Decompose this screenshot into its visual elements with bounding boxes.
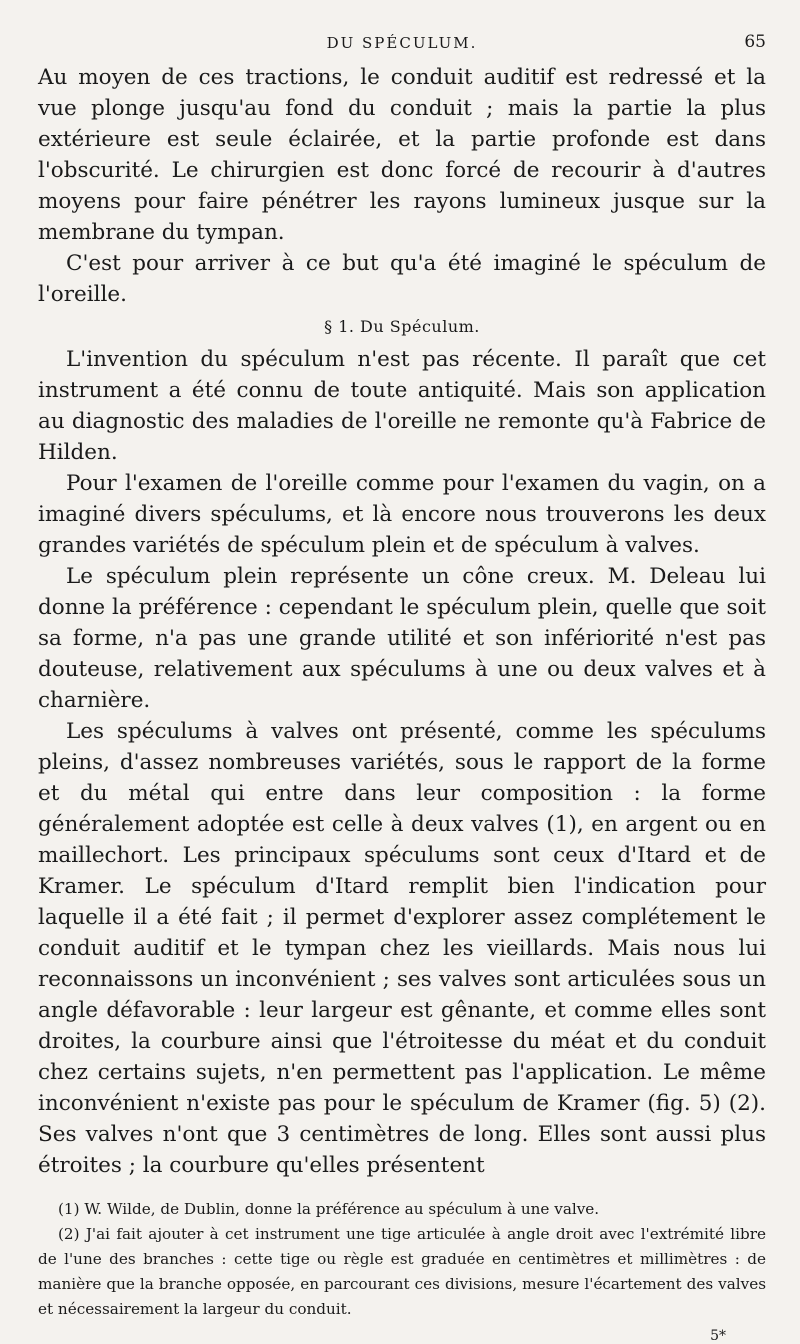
section-heading: § 1. Du Spéculum. (324, 317, 480, 336)
body-text (38, 62, 766, 1181)
paragraph: C'est pour arriver à ce but qu'a été imaginé le spéculum de l'oreille. (38, 251, 766, 307)
footnote: (2) J'ai fait ajouter à cet instrument une tige articulée à angle droit avec l'extrémité libre de l'une des branches : cette tige ou règle est graduée en centimètres et millimètres : de manière que la branche opposée, en parcourant ces divisions, mesure l'écartement des valves et nécessairement la largeur du conduit. (38, 1225, 766, 1318)
paragraph: Pour l'examen de l'oreille comme pour l'examen du vagin, on a imaginé divers spéculums, et là encore nous trouverons les deux grandes variétés de spéculum plein et de spéculum à valves. (38, 471, 766, 558)
footnote: (1) W. Wilde, de Dublin, donne la préférence au spéculum à une valve. (58, 1200, 600, 1218)
page-number: 65 (744, 32, 766, 52)
footnotes (38, 1197, 766, 1322)
paragraph: Les spéculums à valves ont présenté, comme les spéculums pleins, d'assez nombreuses variétés, sous le rapport de la forme et du métal qui entre dans leur composition : la forme généralement adoptée est celle à deux valves (1), en argent ou en maillechort. Les principaux spéculums sont ceux d'Itard et de Kramer. Le spéculum d'Itard remplit bien l'indication pour laquelle il a été fait ; il permet d'explorer assez complétement le conduit auditif et le tympan chez les vieillards. Mais nous lui reconnaissons un inconvénient ; ses valves sont articulées sous un angle défavorable : leur largeur est gênante, et comme elles sont droites, la courbure ainsi que l'étroitesse du méat et du conduit chez certains sujets, n'en permettent pas l'application. Le même inconvénient n'existe pas pour le spéculum de Kramer (fig. 5) (2). Ses valves n'ont que 3 centimètres de long. Elles sont aussi plus étroites ; la courbure qu'elles présentent (38, 719, 766, 1178)
page-header (38, 28, 766, 62)
running-head: DU SPÉCULUM. (326, 34, 478, 52)
paragraph: L'invention du spéculum n'est pas récente. Il paraît que cet instrument a été connu de toute antiquité. Mais son application au diagnostic des maladies de l'oreille ne remonte qu'à Fabrice de Hilden. (38, 347, 766, 465)
paragraph: Le spéculum plein représente un cône creux. M. Deleau lui donne la préférence : cependant le spéculum plein, quelle que soit sa forme, n'a pas une grande utilité et son infériorité n'est pas douteuse, relativement aux spéculums à une ou deux valves et à charnière. (38, 564, 766, 713)
paragraph: Au moyen de ces tractions, le conduit auditif est redressé et la vue plonge jusqu'au fond du conduit ; mais la partie la plus extérieure est seule éclairée, et la partie profonde est dans l'obscurité. Le chirurgien est donc forcé de recourir à d'autres moyens pour faire pénétrer les rayons lumineux jusque sur la membrane du tympan. (38, 65, 766, 245)
signature-mark: 5* (710, 1328, 726, 1344)
book-page (38, 28, 766, 1344)
